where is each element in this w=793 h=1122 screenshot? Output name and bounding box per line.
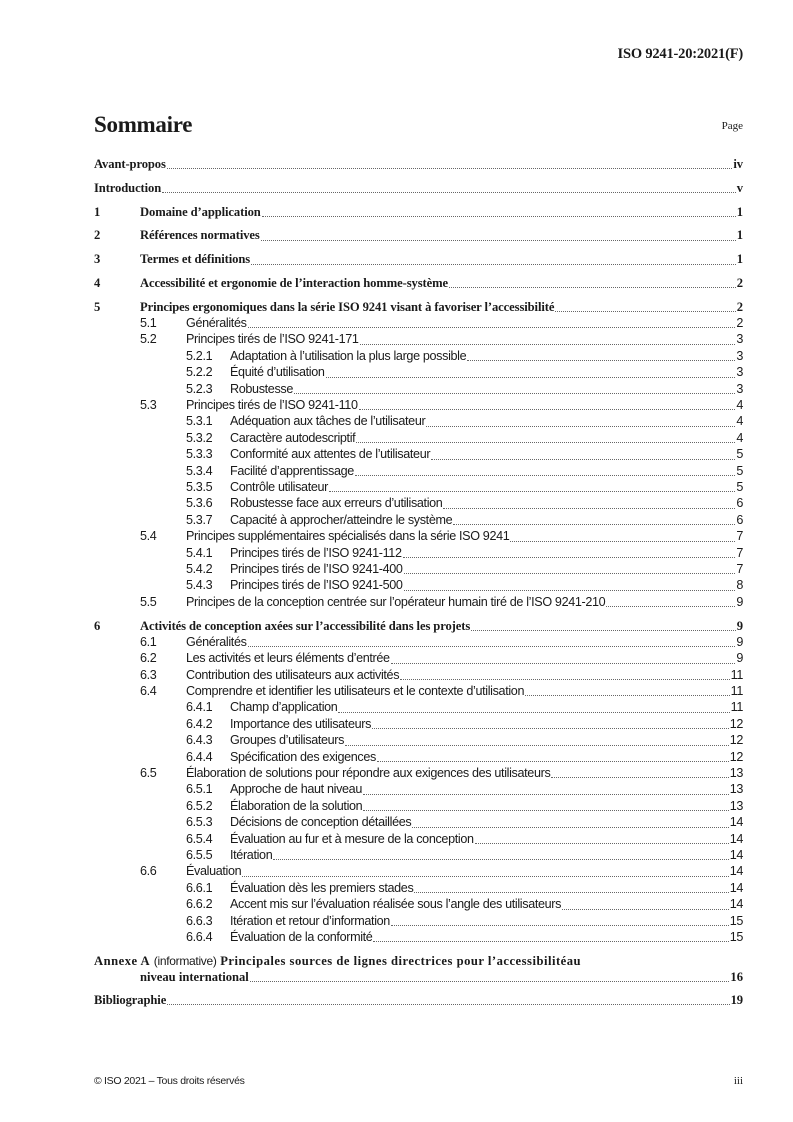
dot-leader (251, 263, 736, 265)
toc-entry-title[interactable]: Champ d’application (230, 700, 338, 715)
bibliography-title[interactable]: Bibliographie (94, 993, 167, 1008)
toc-entry[interactable] (94, 545, 743, 561)
toc-entry[interactable] (94, 348, 743, 364)
toc-entry[interactable] (94, 913, 743, 929)
dot-leader (248, 326, 736, 328)
toc-entry-page: 15 (729, 913, 743, 928)
toc-entry-page: 13 (729, 766, 743, 781)
toc-entry-title[interactable]: Avant-propos (94, 157, 166, 171)
toc-entry[interactable] (94, 251, 743, 267)
toc-entry-page: 2 (736, 316, 743, 331)
toc-entry-number: 5.3.5 (186, 479, 213, 494)
toc-entry-page: 9 (736, 618, 743, 633)
toc-entry-title[interactable]: Références normatives (140, 228, 260, 243)
toc-entry-page: 14 (729, 864, 743, 879)
toc-entry[interactable] (94, 561, 743, 577)
dot-leader (391, 924, 729, 926)
toc-entry-title[interactable]: Contrôle utilisateur (230, 479, 328, 494)
toc-entry[interactable] (94, 732, 743, 748)
toc-entry-title[interactable]: Accessibilité et ergonomie de l’interaction homme-système (140, 275, 449, 290)
toc-entry-page: 8 (736, 578, 743, 593)
toc-entry[interactable] (94, 577, 743, 593)
toc-entry[interactable] (94, 831, 743, 847)
toc-entry-number: 6.4 (140, 684, 157, 699)
toc-entry-title[interactable]: Évaluation (186, 864, 242, 879)
toc-entry-number: 1 (94, 204, 101, 219)
toc-entry[interactable] (94, 798, 743, 814)
toc-entry-page: 4 (736, 430, 743, 445)
toc-entry-page: 5 (736, 463, 743, 478)
toc-entry-page: 7 (736, 529, 743, 544)
toc-entry-number: 5.2 (140, 332, 157, 347)
toc-entry-number: 6.5.2 (186, 798, 213, 813)
dot-leader (363, 793, 729, 795)
toc-entry-title[interactable]: Principes tirés de l’ISO 9241-110 (186, 398, 358, 413)
dot-leader (242, 875, 728, 877)
toc-entry[interactable] (94, 749, 743, 765)
annex-qualifier: (informative) (153, 953, 217, 968)
toc-entry[interactable] (94, 716, 743, 732)
page-title: Sommaire (94, 112, 193, 137)
dot-leader (329, 490, 735, 492)
dot-leader (391, 662, 736, 664)
toc-entry[interactable] (94, 227, 743, 243)
toc-entry-page: 13 (729, 798, 743, 813)
toc-entry[interactable] (94, 683, 743, 699)
dot-leader (431, 458, 735, 460)
dot-leader (326, 376, 736, 378)
toc-entry-title[interactable]: Équité d’utilisation (230, 365, 325, 380)
toc-entry[interactable] (94, 381, 743, 397)
dot-leader (471, 629, 736, 631)
toc-entry-number: 6.5 (140, 766, 157, 781)
toc-entry-number: 2 (94, 228, 101, 243)
toc-entry-title[interactable]: Adaptation à l’utilisation la plus large possible (230, 348, 467, 363)
toc-entry-title[interactable]: Évaluation au fur et à mesure de la conception (230, 831, 474, 846)
toc-entry-number: 5.4.2 (186, 561, 213, 576)
toc-entry-number: 6.6.1 (186, 880, 213, 895)
toc-entry[interactable] (94, 863, 743, 879)
toc-entry-number: 5.3.7 (186, 512, 213, 527)
toc-entry-title[interactable]: Introduction (94, 180, 162, 195)
dot-leader (356, 441, 735, 443)
toc-entry-page: 11 (730, 700, 743, 715)
dot-leader (167, 167, 733, 169)
toc-entry[interactable] (94, 430, 743, 446)
toc-entry[interactable] (94, 634, 743, 650)
toc-entry[interactable] (94, 847, 743, 863)
dot-leader (248, 645, 736, 647)
toc-entry-title[interactable]: Capacité à approcher/atteindre le système (230, 512, 453, 527)
toc-entry[interactable] (94, 446, 743, 462)
annex-page: 16 (730, 969, 743, 984)
dot-leader (403, 556, 736, 558)
toc-entry-page: 4 (736, 414, 743, 429)
dot-leader (338, 711, 729, 713)
dot-leader (262, 215, 736, 217)
dot-leader (467, 359, 735, 361)
toc-entry-page: 3 (736, 348, 743, 363)
toc-entry-title[interactable]: Principes tirés de l’ISO 9241-112 (230, 545, 402, 560)
annex-title-line1[interactable]: Principales sources de lignes directrices pour l’accessibilitéau (220, 953, 582, 968)
toc-entry[interactable] (94, 479, 743, 495)
page-column-label: Page (721, 120, 743, 132)
toc-entry-page: 2 (736, 275, 743, 290)
toc-entry-title[interactable]: Spécification des exigences (230, 749, 376, 764)
dot-leader (555, 310, 735, 312)
toc-entry-title[interactable]: Adéquation aux tâches de l’utilisateur (230, 414, 426, 429)
toc-entry[interactable] (94, 765, 743, 781)
dot-leader (372, 727, 729, 729)
toc-entry-page: 5 (736, 447, 743, 462)
dot-leader (363, 809, 728, 811)
toc-entry-title[interactable]: Les activités et leurs éléments d’entrée (186, 651, 390, 666)
toc-entry-title[interactable]: Principes tirés de l’ISO 9241-400 (230, 561, 403, 576)
toc-entry-number: 5.3.6 (186, 496, 213, 511)
toc-entry-number: 5.3.1 (186, 414, 213, 429)
toc-entry[interactable] (94, 594, 743, 610)
toc-entry-page: 12 (729, 733, 743, 748)
table-of-contents (94, 156, 743, 1008)
toc-entry-number: 6.4.4 (186, 749, 213, 764)
toc-entry-number: 5.2.3 (186, 381, 213, 396)
toc-entry-title[interactable]: Caractère autodescriptif (230, 430, 356, 445)
dot-leader (404, 589, 736, 591)
dot-leader (414, 891, 728, 893)
toc-entry-page: 7 (736, 545, 743, 560)
toc-entry-number: 5.2.1 (186, 348, 213, 363)
toc-entry-title[interactable]: Conformité aux attentes de l’utilisateur (230, 447, 431, 462)
toc-entry-page: 14 (729, 815, 743, 830)
toc-entry-number: 6.2 (140, 651, 157, 666)
dot-leader (273, 858, 728, 860)
toc-entry-title[interactable]: Facilité d’apprentissage (230, 463, 354, 478)
toc-entry[interactable] (94, 180, 743, 196)
toc-entry-number: 6.6 (140, 864, 157, 879)
toc-entry-title[interactable]: Activités de conception axées sur l’accessibilité dans les projets (140, 618, 471, 633)
toc-entry-title[interactable]: Contribution des utilisateurs aux activités (186, 667, 400, 682)
toc-entry-number: 5.4 (140, 529, 157, 544)
toc-entry[interactable] (94, 880, 743, 896)
toc-entry-number: 4 (94, 275, 101, 290)
toc-entry-number: 5.3 (140, 398, 157, 413)
dot-leader (360, 343, 736, 345)
toc-entry-page: 4 (736, 398, 743, 413)
dot-leader (359, 408, 736, 410)
toc-entry[interactable] (94, 528, 743, 544)
toc-entry-page: 15 (729, 929, 743, 944)
toc-entry[interactable] (94, 413, 743, 429)
toc-entry-page: 3 (736, 332, 743, 347)
dot-leader (294, 392, 735, 394)
bibliography-page: 19 (730, 993, 743, 1008)
toc-entry-title[interactable]: Robustesse face aux erreurs d’utilisation (230, 496, 443, 511)
copyright-notice: © ISO 2021 – Tous droits réservés (94, 1075, 245, 1087)
toc-entry[interactable] (94, 331, 743, 347)
toc-entry-page: 1 (736, 228, 743, 243)
annex-label: Annexe A (94, 953, 151, 968)
toc-entry-title[interactable]: Généralités (186, 634, 247, 649)
dot-leader (562, 908, 729, 910)
toc-entry-title[interactable]: Groupes d’utilisateurs (230, 733, 345, 748)
toc-entry-title[interactable]: Principes supplémentaires spécialisés dans la série ISO 9241 (186, 529, 510, 544)
toc-entry-title[interactable]: Importance des utilisateurs (230, 716, 372, 731)
toc-entry-page: 9 (736, 634, 743, 649)
toc-entry-number: 6.6.2 (186, 897, 213, 912)
toc-entry-title[interactable]: Robustesse (230, 381, 294, 396)
toc-entry[interactable] (94, 495, 743, 511)
toc-entry-page: 12 (729, 716, 743, 731)
toc-entry-title[interactable]: Approche de haut niveau (230, 782, 362, 797)
toc-entry[interactable] (94, 896, 743, 912)
toc-entry-number: 5 (94, 299, 101, 314)
footer-page-number: iii (733, 1075, 743, 1087)
dot-leader (355, 474, 735, 476)
dot-leader (606, 605, 735, 607)
toc-entry[interactable] (94, 512, 743, 528)
toc-entry-title[interactable]: Accent mis sur l’évaluation réalisée sous l’angle des utilisateurs (230, 897, 562, 912)
toc-entry[interactable] (94, 315, 743, 331)
dot-leader (525, 694, 730, 696)
toc-entry-number: 6.4.3 (186, 733, 213, 748)
toc-entry-number: 5.3.3 (186, 447, 213, 462)
dot-leader (261, 239, 736, 241)
toc-entry-number: 6.5.4 (186, 831, 213, 846)
dot-leader (377, 760, 729, 762)
toc-entry-page: 14 (729, 897, 743, 912)
toc-entry-title[interactable]: Principes ergonomiques dans la série ISO 9241 visant à favoriser l’accessibilité (140, 299, 555, 314)
toc-entry-page: 6 (736, 496, 743, 511)
dot-leader (426, 425, 735, 427)
toc-entry-number: 3 (94, 252, 101, 267)
toc-entry-page: 1 (736, 204, 743, 219)
dot-leader (551, 776, 728, 778)
dot-leader (404, 572, 736, 574)
toc-entry[interactable] (94, 929, 743, 945)
toc-entry[interactable] (94, 299, 743, 315)
document-code: ISO 9241-20:2021(F) (617, 46, 743, 62)
toc-entry-annex-a[interactable] (94, 953, 743, 985)
toc-entry-number: 6.5.5 (186, 847, 213, 862)
toc-entry-title[interactable]: Domaine d’application (140, 204, 261, 219)
toc-entry-number: 5.5 (140, 594, 157, 609)
toc-entry[interactable] (94, 204, 743, 220)
toc-entry[interactable] (94, 781, 743, 797)
toc-entry-page: 7 (736, 561, 743, 576)
toc-entry-title[interactable]: Évaluation de la conformité (230, 929, 373, 944)
toc-entry-number: 6.5.1 (186, 782, 213, 797)
toc-entry-bibliography[interactable] (94, 992, 743, 1008)
dot-leader (475, 842, 729, 844)
dot-leader (510, 540, 735, 542)
toc-entry-page: 1 (736, 252, 743, 267)
toc-entry-page: 9 (736, 651, 743, 666)
toc-entry-page: 3 (736, 381, 743, 396)
toc-entry-page: 5 (736, 479, 743, 494)
annex-title-line2[interactable]: niveau international (140, 969, 249, 984)
toc-entry-number: 6.6.3 (186, 913, 213, 928)
toc-entry-page: 11 (730, 684, 743, 699)
toc-entry-page: iv (733, 157, 743, 171)
toc-entry-title[interactable]: Comprendre et identifier les utilisateurs et le contexte d’utilisation (186, 684, 525, 699)
dot-leader (412, 826, 728, 828)
toc-entry-title[interactable]: Itération et retour d’information (230, 913, 390, 928)
toc-entry[interactable] (94, 814, 743, 830)
toc-entry[interactable] (94, 397, 743, 413)
toc-entry-page: 6 (736, 512, 743, 527)
toc-entry-title[interactable]: Principes tirés de l’ISO 9241-500 (230, 578, 403, 593)
toc-entry-number: 5.2.2 (186, 365, 213, 380)
toc-entry-title[interactable]: Principes tirés de l’ISO 9241-171 (186, 332, 359, 347)
toc-entry[interactable] (94, 699, 743, 715)
dot-leader (250, 980, 730, 982)
toc-entry-number: 6 (94, 618, 101, 633)
toc-entry-title[interactable]: Termes et définitions (140, 252, 251, 267)
toc-entry[interactable] (94, 618, 743, 634)
toc-entry-title[interactable]: Généralités (186, 316, 247, 331)
toc-entry-page: 3 (736, 365, 743, 380)
toc-entry-title[interactable]: Itération (230, 847, 273, 862)
toc-entry-page: 13 (729, 782, 743, 797)
toc-entry-title[interactable]: Élaboration de solutions pour répondre aux exigences des utilisateurs (186, 766, 551, 781)
toc-entry-page: 14 (729, 847, 743, 862)
toc-entry[interactable] (94, 667, 743, 683)
dot-leader (162, 191, 736, 193)
toc-entry-number: 5.3.2 (186, 430, 213, 445)
toc-entry-number: 5.4.1 (186, 545, 213, 560)
toc-entry-number: 6.4.1 (186, 700, 213, 715)
toc-entry-page: 12 (729, 749, 743, 764)
toc-entry-number: 6.3 (140, 667, 157, 682)
toc-entry[interactable] (94, 364, 743, 380)
dot-leader (167, 1003, 729, 1005)
toc-entry-number: 6.5.3 (186, 815, 213, 830)
toc-entry-page: 2 (736, 299, 743, 314)
dot-leader (400, 678, 729, 680)
toc-entry-title[interactable]: Décisions de conception détaillées (230, 815, 412, 830)
dot-leader (373, 940, 728, 942)
toc-entry-title[interactable]: Évaluation dès les premiers stades (230, 880, 414, 895)
toc-entry[interactable] (94, 650, 743, 666)
toc-entry[interactable] (94, 156, 743, 172)
toc-entry-number: 5.1 (140, 316, 157, 331)
toc-entry-page: 11 (730, 667, 743, 682)
toc-entry-title[interactable]: Principes de la conception centrée sur l’opérateur humain tiré de l’ISO 9241-210 (186, 594, 606, 609)
dot-leader (443, 507, 735, 509)
dot-leader (345, 744, 729, 746)
toc-entry-number: 5.3.4 (186, 463, 213, 478)
toc-entry-number: 5.4.3 (186, 578, 213, 593)
toc-entry-title[interactable]: Élaboration de la solution (230, 798, 363, 813)
toc-entry-page: 14 (729, 880, 743, 895)
toc-entry-page: v (736, 180, 743, 195)
toc-entry-number: 6.4.2 (186, 716, 213, 731)
toc-entry-page: 14 (729, 831, 743, 846)
toc-entry[interactable] (94, 275, 743, 291)
dot-leader (449, 286, 736, 288)
toc-entry-number: 6.1 (140, 634, 157, 649)
toc-entry-number: 6.6.4 (186, 929, 213, 944)
toc-entry[interactable] (94, 463, 743, 479)
dot-leader (453, 523, 735, 525)
toc-entry-page: 9 (736, 594, 743, 609)
